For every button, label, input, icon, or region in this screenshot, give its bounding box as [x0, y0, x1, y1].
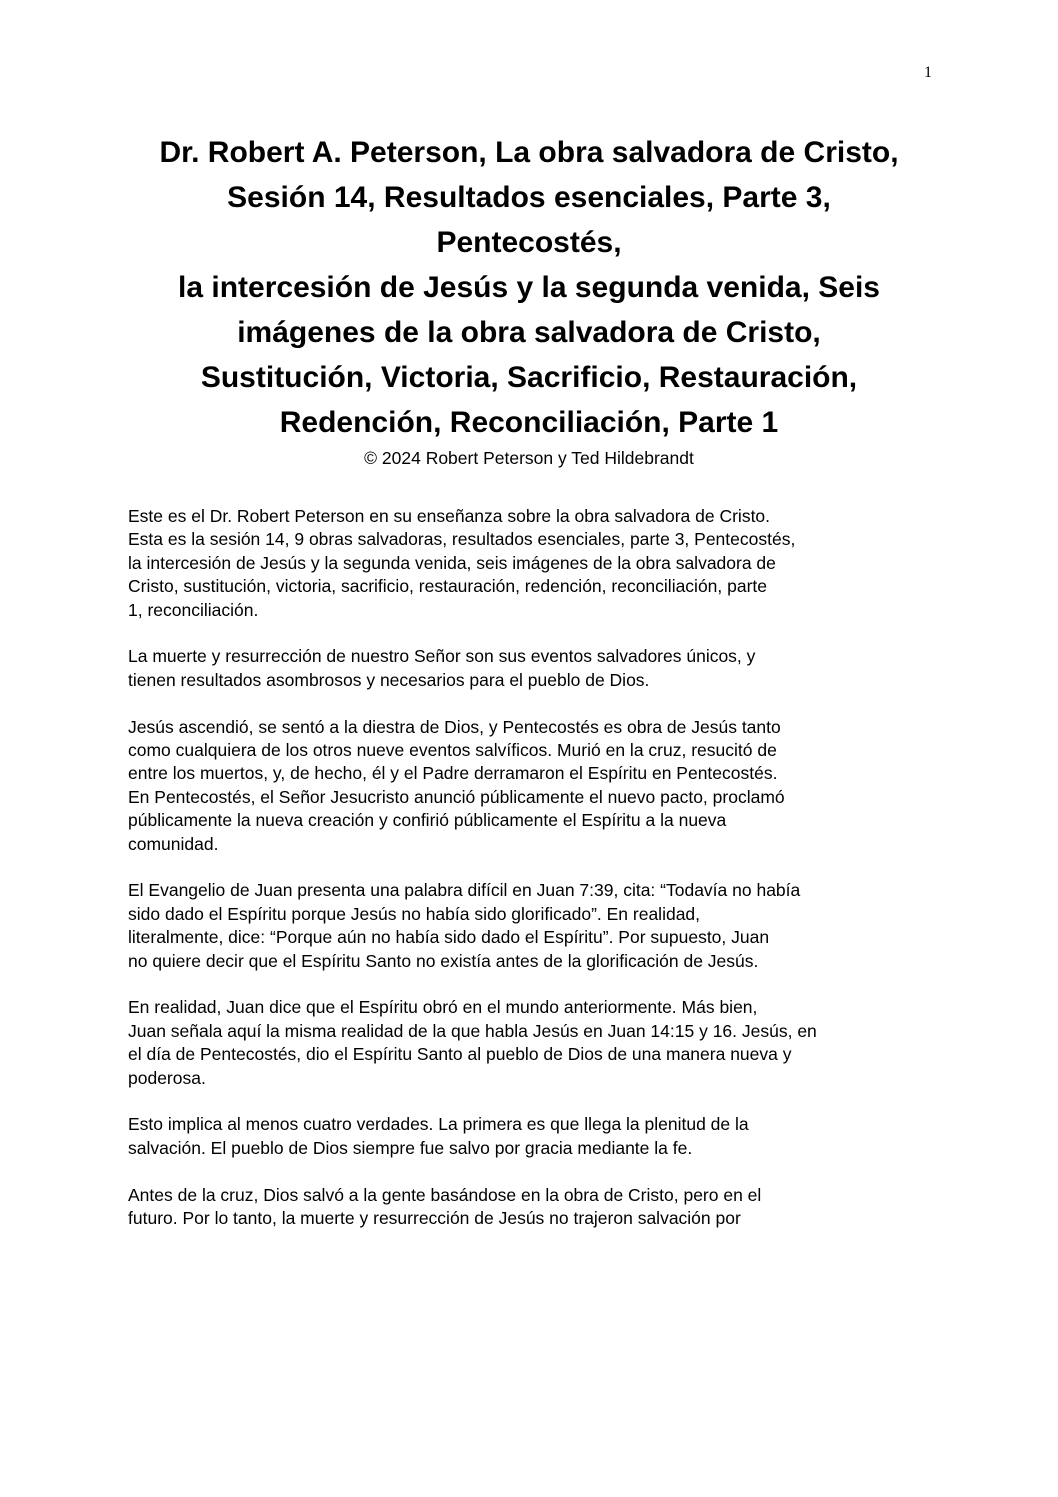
paragraph: [128, 645, 940, 692]
text-line: Esto implica al menos cuatro verdades. La primera es que llega la plenitud de la: [128, 1114, 749, 1135]
text-line: públicamente la nueva creación y confirió públicamente el Espíritu a la nueva: [128, 810, 727, 831]
paragraph: [128, 996, 940, 1090]
text-line: tienen resultados asombrosos y necesarios para el pueblo de Dios.: [128, 669, 650, 690]
text-line: futuro. Por lo tanto, la muerte y resurrección de Jesús no trajeron salvación por: [128, 1208, 741, 1229]
text-line: La muerte y resurrección de nuestro Señor son sus eventos salvadores únicos, y: [128, 646, 756, 667]
title-line: Sustitución, Victoria, Sacrificio, Restauración,: [200, 361, 858, 394]
paragraph: [128, 716, 940, 856]
document-title: [100, 130, 958, 470]
text-line: 1, reconciliación.: [128, 599, 259, 620]
text-line: Cristo, sustitución, victoria, sacrificio, restauración, redención, reconciliación, parte: [128, 576, 768, 597]
text-line: salvación. El pueblo de Dios siempre fue salvo por gracia mediante la fe.: [128, 1137, 693, 1158]
page-number: 1: [924, 64, 932, 81]
title-line: la intercesión de Jesús y la segunda venida, Seis: [178, 271, 880, 304]
title-line: Dr. Robert A. Peterson, La obra salvadora de Cristo,: [159, 136, 899, 169]
title-line: Pentecostés,: [436, 226, 622, 259]
text-line: entre los muertos, y, de hecho, él y el Padre derramaron el Espíritu en Pentecostés.: [128, 763, 778, 784]
text-line: En realidad, Juan dice que el Espíritu obró en el mundo anteriormente. Más bien,: [128, 997, 758, 1018]
paragraph: [128, 1184, 940, 1231]
text-line: comunidad.: [128, 833, 219, 854]
text-line: sido dado el Espíritu porque Jesús no había sido glorificado”. En realidad,: [128, 903, 701, 924]
title-line: Sesión 14, Resultados esenciales, Parte 3,: [227, 181, 831, 214]
text-line: no quiere decir que el Espíritu Santo no existía antes de la glorificación de Jesús.: [128, 950, 759, 971]
text-line: literalmente, dice: “Porque aún no había sido dado el Espíritu”. Por supuesto, Juan: [128, 927, 770, 948]
paragraph: [128, 1113, 940, 1160]
text-line: el día de Pentecostés, dio el Espíritu Santo al pueblo de Dios de una manera nueva y: [128, 1044, 792, 1065]
text-line: poderosa.: [128, 1067, 206, 1088]
title-line: imágenes de la obra salvadora de Cristo,: [237, 316, 821, 349]
text-line: El Evangelio de Juan presenta una palabra difícil en Juan 7:39, cita: “Todavía no había: [128, 880, 801, 901]
text-line: Esta es la sesión 14, 9 obras salvadoras, resultados esenciales, parte 3, Pentecostés,: [128, 529, 796, 550]
text-line: Juan señala aquí la misma realidad de la que habla Jesús en Juan 14:15 y 16. Jesús, en: [128, 1020, 817, 1041]
text-line: como cualquiera de los otros nueve eventos salvíficos. Murió en la cruz, resucitó de: [128, 740, 777, 761]
text-line: Jesús ascendió, se sentó a la diestra de Dios, y Pentecostés es obra de Jesús tanto: [128, 716, 781, 737]
text-line: Este es el Dr. Robert Peterson en su enseñanza sobre la obra salvadora de Cristo.: [128, 506, 771, 526]
text-line: la intercesión de Jesús y la segunda venida, seis imágenes de la obra salvadora de: [128, 552, 776, 573]
paragraph: [128, 879, 940, 973]
paragraph: [128, 505, 940, 622]
body-text: [128, 505, 940, 1254]
title-line: Redención, Reconciliación, Parte 1: [279, 406, 779, 439]
text-line: Antes de la cruz, Dios salvó a la gente basándose en la obra de Cristo, pero en el: [128, 1184, 762, 1205]
text-line: En Pentecostés, el Señor Jesucristo anunció públicamente el nuevo pacto, proclamó: [128, 786, 785, 807]
copyright-notice: © 2024 Robert Peterson y Ted Hildebrandt: [364, 448, 694, 468]
